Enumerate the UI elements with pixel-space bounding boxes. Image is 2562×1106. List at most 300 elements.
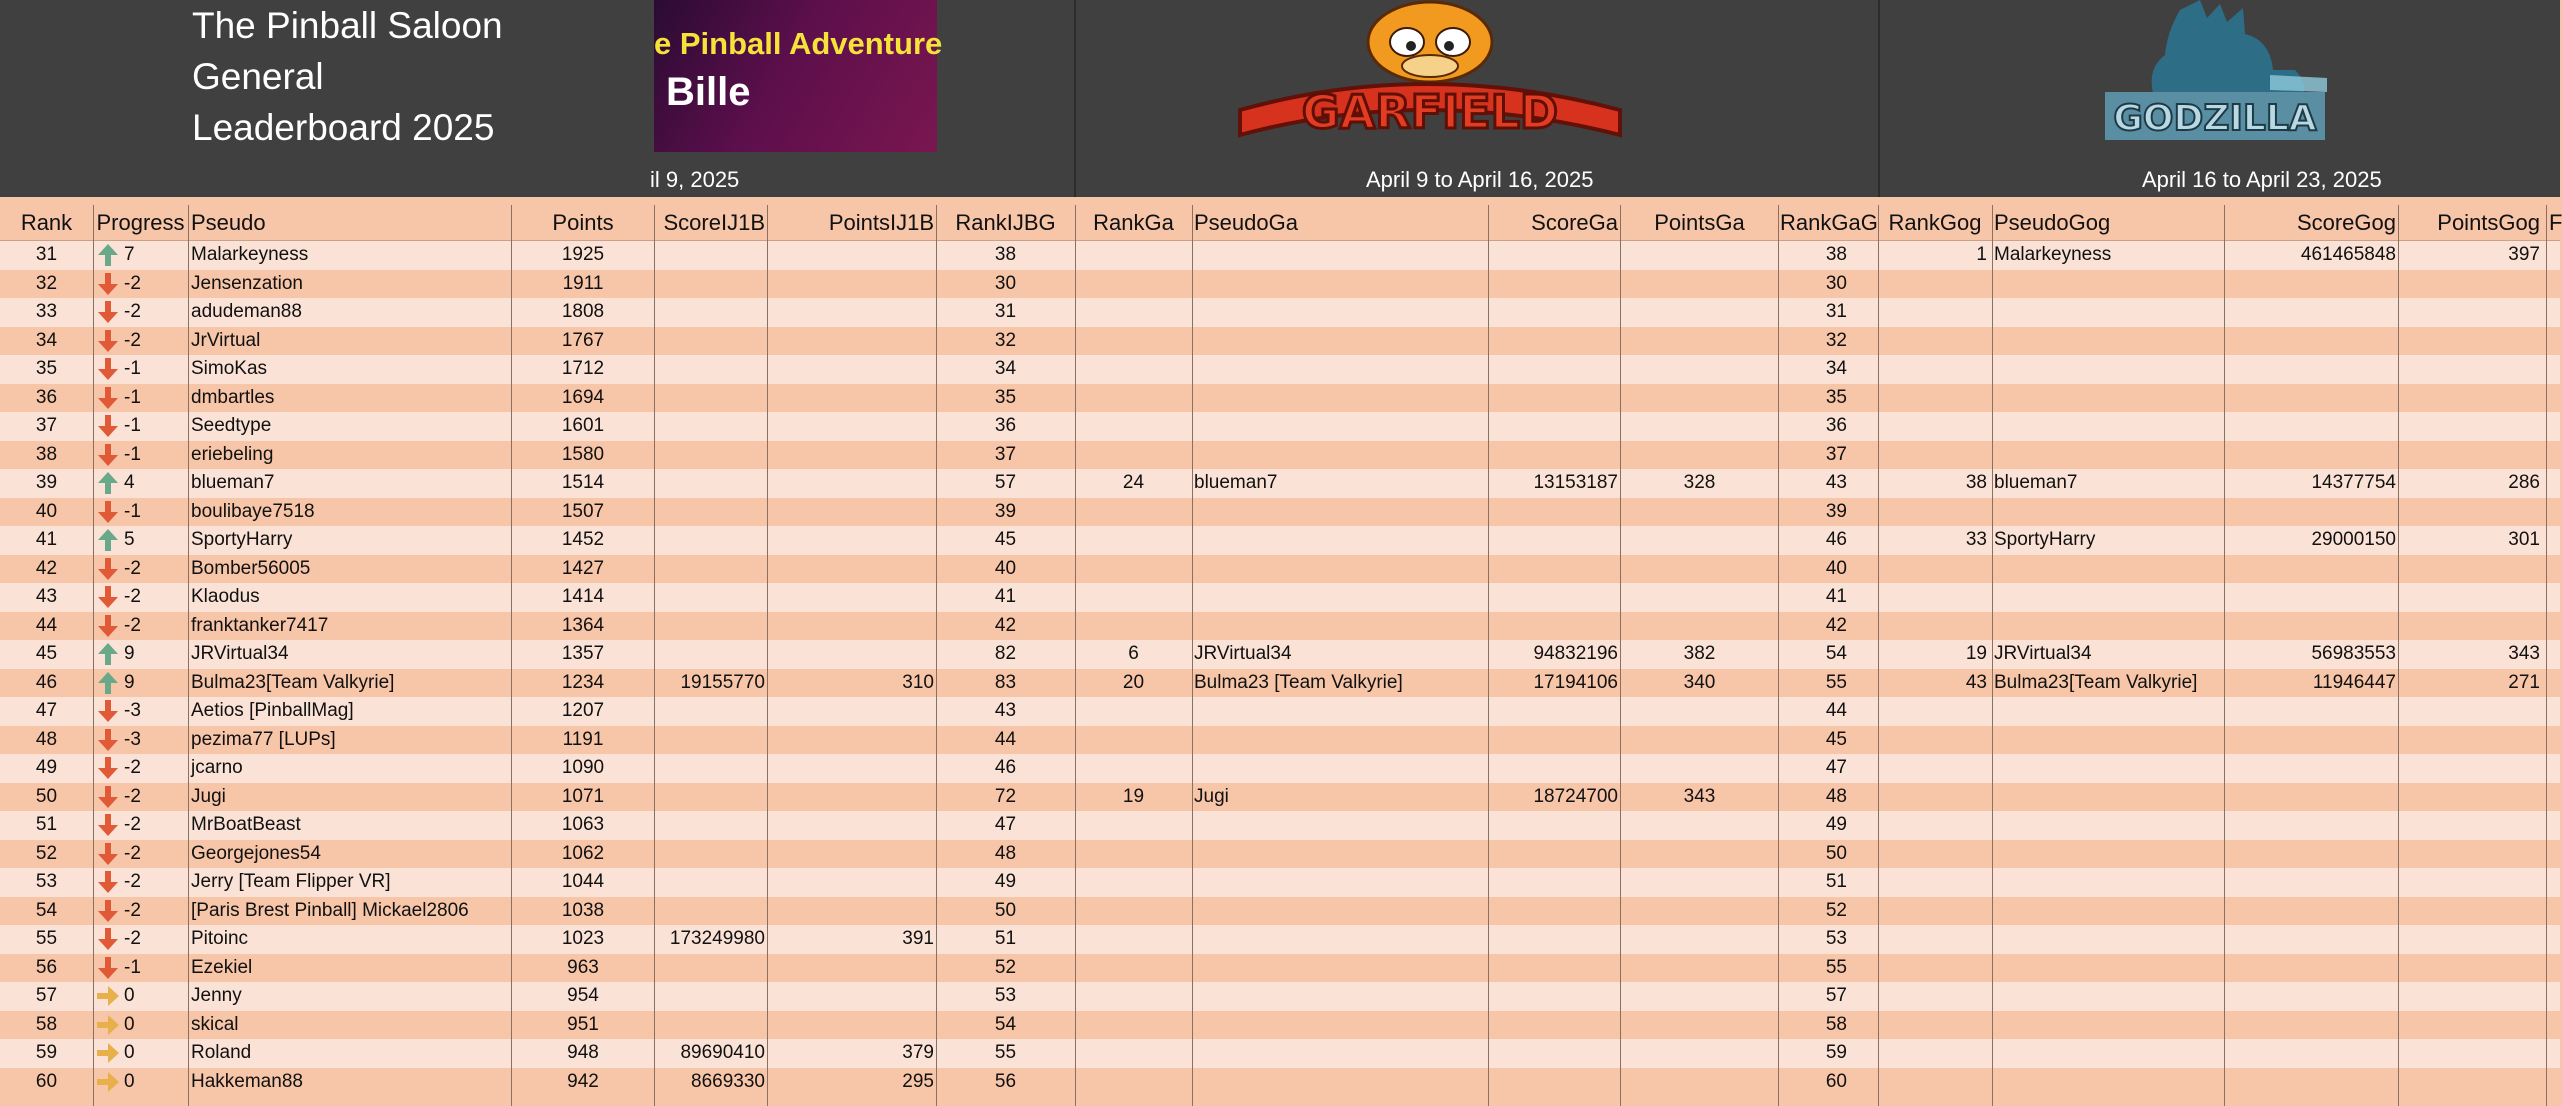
- cell-rank-gag[interactable]: 55: [1825, 956, 1847, 978]
- cell-rank-gag[interactable]: 51: [1825, 871, 1847, 892]
- cell-pseudo[interactable]: Hakkeman88: [191, 1070, 303, 1092]
- cell-points-ij1b[interactable]: [769, 868, 934, 896]
- cell-pseudo-ga[interactable]: [1194, 412, 1486, 440]
- table-row[interactable]: [0, 469, 2560, 498]
- cell-score-gog[interactable]: [2226, 384, 2396, 412]
- cell-points-ij1b[interactable]: [769, 412, 934, 440]
- cell-score-gog[interactable]: [2226, 783, 2396, 811]
- cell-rank-ga[interactable]: [1076, 384, 1191, 412]
- cell-rank-ga[interactable]: [1076, 868, 1191, 896]
- cell-score-gog[interactable]: [2226, 840, 2396, 868]
- cell-rank-gag[interactable]: 53: [1825, 928, 1847, 949]
- cell-score-ij1b[interactable]: [655, 469, 765, 497]
- cell-points-gog[interactable]: [2400, 697, 2540, 725]
- cell-progress[interactable]: -1: [124, 500, 141, 522]
- cell-rank-gag[interactable]: 58: [1825, 1013, 1847, 1035]
- cell-rank-ga[interactable]: [1076, 526, 1191, 554]
- cell-score-gog[interactable]: 11946447: [2312, 671, 2396, 693]
- cell-rank-ijbg[interactable]: 55: [994, 1042, 1017, 1063]
- table-row[interactable]: [0, 498, 2560, 527]
- cell-score-gog[interactable]: 29000150: [2311, 529, 2396, 550]
- cell-progress[interactable]: -1: [124, 956, 141, 978]
- cell-score-ij1b[interactable]: [655, 783, 765, 811]
- table-row[interactable]: [0, 270, 2560, 299]
- cell-progress[interactable]: -3: [124, 728, 141, 750]
- cell-points-gog[interactable]: [2400, 925, 2540, 953]
- cell-rank-gog[interactable]: [1880, 868, 1987, 896]
- col-header-pseudo[interactable]: Pseudo: [191, 210, 266, 235]
- cell-rank-gag[interactable]: 47: [1825, 757, 1847, 778]
- cell-rank-gog[interactable]: [1880, 298, 1987, 326]
- cell-points[interactable]: 1712: [561, 358, 605, 379]
- cell-points[interactable]: 1808: [561, 301, 605, 322]
- cell-score-gog[interactable]: [2226, 327, 2396, 355]
- cell-pseudo-gog[interactable]: [1994, 583, 2222, 611]
- cell-rank[interactable]: 43: [35, 586, 58, 607]
- cell-points-gog[interactable]: [2400, 270, 2540, 298]
- cell-points-gog[interactable]: [2400, 897, 2540, 925]
- cell-points-ga[interactable]: [1622, 612, 1777, 640]
- cell-rank-ijbg[interactable]: 47: [994, 814, 1017, 835]
- cell-rank[interactable]: 37: [35, 415, 58, 436]
- cell-score-ga[interactable]: [1490, 555, 1618, 583]
- cell-rank-ijbg[interactable]: 43: [994, 700, 1017, 721]
- col-header-rank-ga[interactable]: RankGa: [1093, 210, 1174, 235]
- cell-rank-ijbg[interactable]: 46: [994, 757, 1017, 778]
- cell-points-ga[interactable]: [1622, 384, 1777, 412]
- cell-pseudo-ga[interactable]: [1194, 954, 1486, 982]
- cell-score-gog[interactable]: [2226, 954, 2396, 982]
- cell-points[interactable]: 1925: [561, 244, 605, 265]
- cell-progress[interactable]: -2: [124, 899, 141, 921]
- cell-pseudo-ga[interactable]: [1194, 270, 1486, 298]
- table-row[interactable]: [0, 441, 2560, 470]
- cell-points-gog[interactable]: 286: [2508, 472, 2540, 493]
- table-row[interactable]: [0, 298, 2560, 327]
- cell-progress[interactable]: -1: [124, 415, 141, 436]
- cell-pseudo-gog[interactable]: [1994, 954, 2222, 982]
- cell-rank-ga[interactable]: [1076, 1011, 1191, 1039]
- cell-points-gog[interactable]: [2400, 384, 2540, 412]
- cell-score-ga[interactable]: [1490, 868, 1618, 896]
- cell-score-ga[interactable]: [1490, 384, 1618, 412]
- cell-progress[interactable]: -1: [124, 386, 141, 408]
- cell-rank[interactable]: 53: [35, 871, 58, 892]
- cell-rank[interactable]: 40: [35, 500, 58, 522]
- cell-points-ga[interactable]: [1622, 982, 1777, 1010]
- cell-rank-gog[interactable]: [1880, 811, 1987, 839]
- cell-points-ij1b[interactable]: [769, 840, 934, 868]
- cell-points-ga[interactable]: [1622, 355, 1777, 383]
- cell-points-ij1b[interactable]: [769, 241, 934, 269]
- cell-pseudo[interactable]: jcarno: [191, 757, 243, 778]
- cell-progress[interactable]: -2: [124, 785, 141, 807]
- cell-points-gog[interactable]: [2400, 726, 2540, 754]
- cell-score-gog[interactable]: 56983553: [2311, 643, 2396, 664]
- cell-score-ga[interactable]: [1490, 612, 1618, 640]
- cell-rank-gag[interactable]: 54: [1825, 643, 1847, 664]
- cell-pseudo[interactable]: Klaodus: [191, 586, 260, 607]
- cell-points-ij1b[interactable]: [769, 754, 934, 782]
- cell-points-ij1b[interactable]: [769, 384, 934, 412]
- cell-points[interactable]: 1071: [561, 785, 605, 807]
- cell-points-gog[interactable]: [2400, 298, 2540, 326]
- cell-pseudo-gog[interactable]: [1994, 811, 2222, 839]
- cell-rank-ga[interactable]: [1076, 241, 1191, 269]
- cell-rank-ijbg[interactable]: 36: [994, 415, 1017, 436]
- cell-rank-ga[interactable]: 19: [1122, 785, 1145, 807]
- cell-rank[interactable]: 45: [35, 643, 58, 664]
- cell-rank-gag[interactable]: 35: [1825, 386, 1847, 408]
- cell-pseudo-ga[interactable]: Jugi: [1194, 785, 1229, 807]
- cell-rank-ijbg[interactable]: 54: [994, 1013, 1017, 1035]
- cell-score-ij1b[interactable]: [655, 640, 765, 668]
- cell-rank-gag[interactable]: 34: [1825, 358, 1847, 379]
- cell-rank-gag[interactable]: 52: [1825, 899, 1847, 921]
- cell-points-gog[interactable]: [2400, 783, 2540, 811]
- cell-score-gog[interactable]: [2226, 270, 2396, 298]
- cell-points-ga[interactable]: [1622, 441, 1777, 469]
- cell-rank[interactable]: 35: [35, 358, 58, 379]
- cell-rank[interactable]: 31: [35, 244, 58, 265]
- cell-points-gog[interactable]: [2400, 498, 2540, 526]
- col-header-rank-gag[interactable]: RankGaG: [1780, 210, 1878, 235]
- table-row[interactable]: [0, 669, 2560, 698]
- cell-score-ij1b[interactable]: [655, 412, 765, 440]
- cell-score-ij1b[interactable]: [655, 555, 765, 583]
- cell-pseudo-gog[interactable]: [1994, 868, 2222, 896]
- cell-rank[interactable]: 33: [35, 301, 58, 322]
- cell-points-ga[interactable]: 340: [1683, 671, 1716, 693]
- cell-pseudo-gog[interactable]: Malarkeyness: [1994, 244, 2112, 265]
- table-row[interactable]: [0, 612, 2560, 641]
- cell-points-ij1b[interactable]: [769, 469, 934, 497]
- cell-score-ij1b[interactable]: [655, 897, 765, 925]
- cell-rank-gog[interactable]: [1880, 441, 1987, 469]
- table-row[interactable]: [0, 384, 2560, 413]
- cell-score-ga[interactable]: [1490, 412, 1618, 440]
- cell-pseudo[interactable]: JRVirtual34: [191, 643, 289, 664]
- table-row[interactable]: [0, 811, 2560, 840]
- cell-points-gog[interactable]: [2400, 954, 2540, 982]
- cell-rank[interactable]: 60: [35, 1070, 58, 1092]
- cell-score-ij1b[interactable]: [655, 811, 765, 839]
- cell-points[interactable]: 951: [567, 1013, 599, 1035]
- cell-points-ij1b[interactable]: [769, 555, 934, 583]
- cell-rank[interactable]: 58: [35, 1013, 58, 1035]
- cell-rank[interactable]: 38: [35, 443, 58, 465]
- cell-rank-gag[interactable]: 44: [1825, 700, 1847, 721]
- cell-points-gog[interactable]: [2400, 583, 2540, 611]
- col-header-score-ij1b[interactable]: ScoreIJ1B: [663, 210, 765, 235]
- cell-pseudo-gog[interactable]: [1994, 441, 2222, 469]
- cell-rank-ijbg[interactable]: 57: [994, 472, 1017, 493]
- cell-points-ga[interactable]: [1622, 498, 1777, 526]
- cell-rank[interactable]: 47: [35, 700, 58, 721]
- table-row[interactable]: [0, 925, 2560, 954]
- cell-rank[interactable]: 50: [35, 785, 58, 807]
- cell-pseudo-gog[interactable]: [1994, 1039, 2222, 1067]
- col-header-points[interactable]: Points: [552, 210, 614, 235]
- table-row[interactable]: [0, 982, 2560, 1011]
- cell-points[interactable]: 1044: [561, 871, 605, 892]
- cell-points-ij1b[interactable]: [769, 327, 934, 355]
- cell-points[interactable]: 1452: [561, 529, 605, 550]
- cell-rank-ga[interactable]: [1076, 754, 1191, 782]
- cell-rank-gog[interactable]: [1880, 840, 1987, 868]
- cell-points[interactable]: 954: [567, 985, 599, 1006]
- cell-progress[interactable]: -2: [124, 586, 141, 607]
- cell-pseudo-ga[interactable]: [1194, 840, 1486, 868]
- cell-rank-gog[interactable]: [1880, 754, 1987, 782]
- cell-score-gog[interactable]: [2226, 1068, 2396, 1096]
- cell-score-ij1b[interactable]: [655, 384, 765, 412]
- cell-rank-gog[interactable]: [1880, 412, 1987, 440]
- col-header-progress[interactable]: Progress: [96, 210, 185, 235]
- cell-pseudo-gog[interactable]: [1994, 270, 2222, 298]
- cell-score-ga[interactable]: 13153187: [1533, 472, 1618, 493]
- cell-pseudo-gog[interactable]: [1994, 925, 2222, 953]
- cell-rank-gog[interactable]: [1880, 697, 1987, 725]
- cell-pseudo-ga[interactable]: [1194, 441, 1486, 469]
- cell-rank-ga[interactable]: [1076, 412, 1191, 440]
- cell-rank-ga[interactable]: [1076, 1039, 1191, 1067]
- cell-rank-ijbg[interactable]: 40: [994, 557, 1017, 579]
- cell-points[interactable]: 1062: [561, 842, 605, 864]
- table-row[interactable]: [0, 954, 2560, 983]
- cell-points[interactable]: 1191: [562, 728, 604, 750]
- cell-pseudo-gog[interactable]: [1994, 1068, 2222, 1096]
- cell-score-ij1b[interactable]: 173249980: [669, 928, 765, 949]
- cell-score-ga[interactable]: 94832196: [1533, 643, 1618, 664]
- cell-score-ga[interactable]: [1490, 526, 1618, 554]
- cell-progress[interactable]: 5: [124, 529, 135, 550]
- cell-pseudo[interactable]: Seedtype: [191, 415, 272, 436]
- cell-progress[interactable]: -2: [124, 842, 141, 864]
- cell-progress[interactable]: 9: [124, 671, 135, 693]
- cell-pseudo-gog[interactable]: [1994, 783, 2222, 811]
- table-row[interactable]: [0, 1011, 2560, 1040]
- cell-pseudo-gog[interactable]: [1994, 355, 2222, 383]
- cell-score-gog[interactable]: [2226, 925, 2396, 953]
- table-row[interactable]: [0, 783, 2560, 812]
- cell-rank-gog[interactable]: [1880, 612, 1987, 640]
- cell-score-ij1b[interactable]: 19155770: [680, 671, 765, 693]
- cell-points[interactable]: 948: [567, 1042, 599, 1063]
- cell-pseudo-gog[interactable]: Bulma23[Team Valkyrie]: [1994, 671, 2198, 693]
- table-row[interactable]: [0, 355, 2560, 384]
- cell-progress[interactable]: -2: [124, 757, 141, 778]
- cell-rank-gog[interactable]: 19: [1965, 643, 1987, 664]
- cell-rank-gag[interactable]: 31: [1825, 301, 1847, 322]
- cell-score-ga[interactable]: [1490, 355, 1618, 383]
- cell-progress[interactable]: 7: [124, 244, 135, 265]
- cell-pseudo-ga[interactable]: [1194, 811, 1486, 839]
- cell-score-gog[interactable]: [2226, 811, 2396, 839]
- cell-score-ij1b[interactable]: [655, 526, 765, 554]
- cell-rank[interactable]: 57: [35, 985, 58, 1006]
- cell-rank-ijbg[interactable]: 32: [994, 329, 1017, 351]
- cell-rank[interactable]: 59: [35, 1042, 58, 1063]
- cell-points[interactable]: 1207: [561, 700, 605, 721]
- cell-points-ga[interactable]: [1622, 298, 1777, 326]
- cell-rank-gag[interactable]: 42: [1825, 614, 1847, 636]
- cell-score-ga[interactable]: [1490, 241, 1618, 269]
- cell-rank[interactable]: 34: [35, 329, 58, 351]
- cell-progress[interactable]: 0: [124, 1013, 135, 1035]
- cell-points-gog[interactable]: [2400, 982, 2540, 1010]
- cell-progress[interactable]: 0: [124, 985, 135, 1006]
- cell-progress[interactable]: 0: [124, 1042, 135, 1063]
- cell-score-gog[interactable]: [2226, 498, 2396, 526]
- cell-pseudo-ga[interactable]: [1194, 241, 1486, 269]
- cell-points-ga[interactable]: [1622, 270, 1777, 298]
- cell-progress[interactable]: -2: [124, 272, 141, 294]
- cell-points-gog[interactable]: [2400, 327, 2540, 355]
- cell-rank-ijbg[interactable]: 34: [994, 358, 1017, 379]
- cell-rank-ijbg[interactable]: 56: [994, 1070, 1017, 1092]
- cell-rank-gag[interactable]: 38: [1825, 244, 1847, 265]
- cell-points-ij1b[interactable]: [769, 526, 934, 554]
- cell-rank[interactable]: 49: [35, 757, 58, 778]
- cell-rank-ijbg[interactable]: 50: [994, 899, 1017, 921]
- cell-pseudo-gog[interactable]: [1994, 726, 2222, 754]
- cell-score-gog[interactable]: [2226, 982, 2396, 1010]
- cell-points-gog[interactable]: [2400, 811, 2540, 839]
- cell-points-ij1b[interactable]: [769, 612, 934, 640]
- cell-rank-gag[interactable]: 37: [1825, 443, 1847, 465]
- cell-points-ij1b[interactable]: 391: [902, 928, 934, 949]
- cell-progress[interactable]: -2: [124, 814, 141, 835]
- cell-points-ga[interactable]: [1622, 726, 1777, 754]
- cell-rank-ijbg[interactable]: 53: [994, 985, 1017, 1006]
- cell-rank-gog[interactable]: [1880, 270, 1987, 298]
- cell-score-gog[interactable]: [2226, 754, 2396, 782]
- cell-pseudo-gog[interactable]: [1994, 327, 2222, 355]
- cell-score-ij1b[interactable]: [655, 954, 765, 982]
- cell-rank-gag[interactable]: 39: [1825, 500, 1847, 522]
- cell-rank-ga[interactable]: [1076, 555, 1191, 583]
- cell-rank-ga[interactable]: [1076, 355, 1191, 383]
- cell-rank-ga[interactable]: [1076, 498, 1191, 526]
- cell-score-ga[interactable]: [1490, 754, 1618, 782]
- cell-score-ij1b[interactable]: [655, 612, 765, 640]
- cell-rank-gog[interactable]: [1880, 555, 1987, 583]
- cell-pseudo[interactable]: Pitoinc: [191, 928, 249, 949]
- cell-points-ij1b[interactable]: [769, 298, 934, 326]
- cell-score-gog[interactable]: [2226, 697, 2396, 725]
- cell-rank-gag[interactable]: 43: [1825, 472, 1847, 493]
- cell-score-ij1b[interactable]: [655, 441, 765, 469]
- cell-rank[interactable]: 48: [35, 728, 58, 750]
- cell-points-ga[interactable]: [1622, 1011, 1777, 1039]
- cell-rank-ga[interactable]: [1076, 1068, 1191, 1096]
- cell-points-gog[interactable]: [2400, 355, 2540, 383]
- cell-pseudo[interactable]: Georgejones54: [191, 842, 321, 864]
- cell-progress[interactable]: -2: [124, 557, 141, 579]
- cell-score-ij1b[interactable]: [655, 697, 765, 725]
- cell-pseudo[interactable]: Jugi: [191, 785, 226, 807]
- cell-score-ga[interactable]: [1490, 298, 1618, 326]
- cell-rank[interactable]: 36: [35, 386, 58, 408]
- cell-rank-gag[interactable]: 49: [1825, 814, 1847, 835]
- cell-points-ij1b[interactable]: [769, 270, 934, 298]
- cell-points-ij1b[interactable]: [769, 640, 934, 668]
- col-header-rank-ijbg[interactable]: RankIJBG: [955, 210, 1056, 235]
- cell-pseudo-gog[interactable]: [1994, 754, 2222, 782]
- cell-rank-gag[interactable]: 40: [1825, 557, 1847, 579]
- col-header-points-gog[interactable]: PointsGog: [2437, 210, 2540, 235]
- cell-points-ij1b[interactable]: [769, 897, 934, 925]
- cell-points-ij1b[interactable]: [769, 1011, 934, 1039]
- cell-score-gog[interactable]: [2226, 868, 2396, 896]
- cell-rank-ijbg[interactable]: 83: [994, 671, 1017, 693]
- cell-rank-ga[interactable]: [1076, 612, 1191, 640]
- cell-progress[interactable]: -2: [124, 871, 141, 892]
- col-header-pseudo-gog[interactable]: PseudoGog: [1994, 210, 2111, 235]
- cell-points[interactable]: 1038: [561, 899, 605, 921]
- cell-score-ga[interactable]: [1490, 982, 1618, 1010]
- cell-score-ga[interactable]: [1490, 498, 1618, 526]
- cell-points-ga[interactable]: [1622, 954, 1777, 982]
- cell-points-ga[interactable]: [1622, 526, 1777, 554]
- cell-points-ij1b[interactable]: [769, 982, 934, 1010]
- cell-pseudo-ga[interactable]: [1194, 1011, 1486, 1039]
- cell-rank-ijbg[interactable]: 30: [994, 272, 1017, 294]
- cell-score-ij1b[interactable]: 8669330: [691, 1070, 765, 1092]
- cell-pseudo-ga[interactable]: [1194, 697, 1486, 725]
- cell-score-ij1b[interactable]: [655, 982, 765, 1010]
- cell-rank-ga[interactable]: [1076, 954, 1191, 982]
- cell-score-ga[interactable]: 18724700: [1533, 785, 1618, 807]
- cell-rank-ijbg[interactable]: 42: [994, 614, 1017, 636]
- cell-rank[interactable]: 54: [35, 899, 58, 921]
- table-row[interactable]: [0, 868, 2560, 897]
- cell-rank[interactable]: 55: [35, 928, 58, 949]
- cell-points-ga[interactable]: [1622, 583, 1777, 611]
- cell-score-ga[interactable]: 17194106: [1533, 671, 1618, 693]
- table-row[interactable]: [0, 840, 2560, 869]
- cell-pseudo-gog[interactable]: [1994, 298, 2222, 326]
- cell-pseudo-ga[interactable]: [1194, 498, 1486, 526]
- cell-points-ij1b[interactable]: [769, 583, 934, 611]
- cell-points-ij1b[interactable]: [769, 726, 934, 754]
- cell-rank-gog[interactable]: [1880, 982, 1987, 1010]
- cell-rank-gog[interactable]: [1880, 355, 1987, 383]
- cell-points[interactable]: 942: [567, 1070, 599, 1092]
- cell-rank-gog[interactable]: [1880, 726, 1987, 754]
- cell-rank-gog[interactable]: 33: [1965, 529, 1987, 550]
- cell-points-gog[interactable]: 397: [2508, 244, 2540, 265]
- cell-points[interactable]: 1601: [561, 415, 605, 436]
- cell-rank-ga[interactable]: [1076, 327, 1191, 355]
- cell-rank-gag[interactable]: 50: [1825, 842, 1847, 864]
- cell-pseudo[interactable]: dmbartles: [191, 386, 275, 408]
- cell-progress[interactable]: -3: [124, 700, 141, 721]
- cell-rank-gag[interactable]: 60: [1825, 1070, 1847, 1092]
- cell-rank-ijbg[interactable]: 44: [994, 728, 1017, 750]
- cell-rank-gog[interactable]: [1880, 498, 1987, 526]
- cell-points-gog[interactable]: [2400, 754, 2540, 782]
- cell-rank-ijbg[interactable]: 35: [994, 386, 1017, 408]
- cell-points-ij1b[interactable]: [769, 498, 934, 526]
- cell-points-gog[interactable]: [2400, 412, 2540, 440]
- col-header-score-gog[interactable]: ScoreGog: [2296, 210, 2396, 235]
- cell-pseudo[interactable]: JrVirtual: [191, 329, 261, 351]
- cell-points-gog[interactable]: [2400, 1039, 2540, 1067]
- cell-pseudo-gog[interactable]: SportyHarry: [1994, 529, 2096, 550]
- cell-pseudo-ga[interactable]: Bulma23 [Team Valkyrie]: [1194, 671, 1403, 693]
